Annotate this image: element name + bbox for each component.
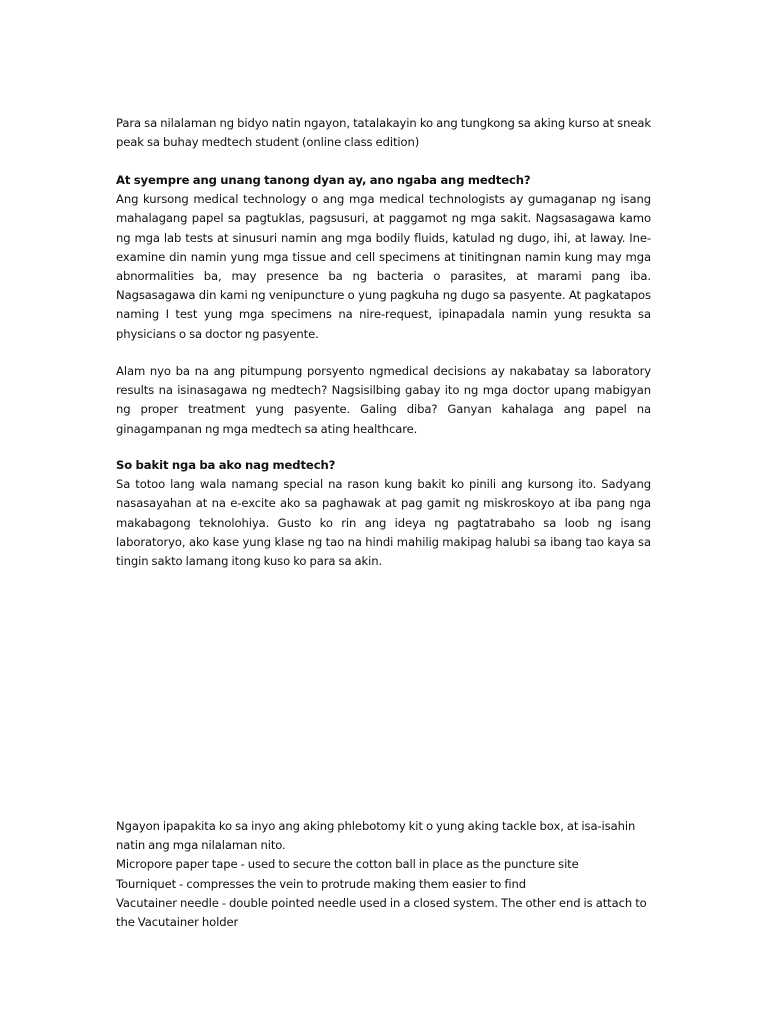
intro-paragraph: Para sa nilalaman ng bidyo natin ngayon, tatalakayin ko ang tungkong sa aking kurso at sneak peak sa buhay medtech student (online class edition) [116, 116, 651, 150]
section-what-is-medtech [116, 171, 651, 344]
section-heading-what-is-medtech: At syempre ang unang tanong dyan ay, ano ngaba ang medtech? [116, 173, 531, 187]
section-body-what-is-medtech: Ang kursong medical technology o ang mga medical technologists ay gumaganap ng isang mahalagang papel sa pagtuklas, pagsusuri, at paggamot ng mga sakit. Nagsasagawa kamo ng mga lab tests at sinusuri namin ang mga bodily fluids, katulad ng dugo, ihi, at laway. Ine-examine din namin yung mga tissue and cell specimens at tinitingnan namin kung may mga abnormalities ba, may presence ba ng bacteria o parasites, at marami pang iba. Nagsasagawa din kami ng venipuncture o yung pagkuha ng dugo sa pasyente. At pagkatapos naming I test yung mga specimens na nire-request, ipinapadala namin yung resukta sa physicians o sa doctor ng pasyente. [116, 192, 651, 341]
intro-block [116, 114, 651, 152]
section-why-medtech [116, 456, 651, 571]
kit-item: Tourniquet - compresses the vein to protrude making them easier to find [116, 876, 526, 891]
kit-intro-paragraph: Ngayon ipapakita ko sa inyo ang aking phlebotomy kit o yung aking tackle box, at isa-isahin natin ang mga nilalaman nito. [116, 819, 636, 853]
kit-item: Micropore paper tape - used to secure the cotton ball in place as the puncture site [116, 857, 579, 872]
did-you-know-block [116, 362, 651, 439]
section-body-why-medtech: Sa totoo lang wala namang special na rason kung bakit ko pinili ang kursong ito. Sadyang nasasayahan at na e-excite ako sa paghawak at pag gamit ng miskroskoyo at iba pang nga makabagong teknolohiya. Gusto ko rin ang ideya ng pagtatrabaho sa loob ng isang laboratoryo, ako kase yung klase ng tao na hindi mahilig makipag halubi sa ibang tao kaya sa tingin sakto lamang itong kuso ko para sa akin. [116, 477, 651, 569]
section-heading-why-medtech: So bakit nga ba ako nag medtech? [116, 458, 336, 472]
did-you-know-paragraph: Alam nyo ba na ang pitumpung porsyento ngmedical decisions ay nakabatay sa laboratory results na isinasagawa ng medtech? Nagsisilbing gabay ito ng mga doctor upang mabigyan ng proper treatment yung pasyente. Galing diba? Ganyan kahalaga ang papel na ginagampanan ng mga medtech sa ating healthcare. [116, 364, 651, 436]
phlebotomy-kit-block [116, 817, 651, 932]
kit-item: Vacutainer needle - double pointed needle used in a closed system. The other end is attach to the Vacutainer holder [116, 895, 647, 930]
